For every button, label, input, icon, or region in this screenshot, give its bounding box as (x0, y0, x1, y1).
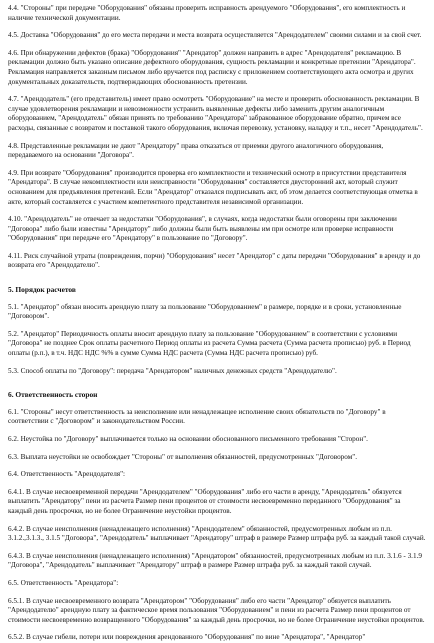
clause-paragraph: 6.4.2. В случае неисполнения (ненадлежащего исполнения) "Арендодателем" обязанностей, предусмотренных любым из п.п. 3.1.2.,3.1.3., 3.1.5 "Договора", "Арендодатель" выплачивает "Арендатору" штраф в размере Размер штрафа руб. за каждый такой случай. (8, 524, 426, 543)
section-heading: 6. Ответственность сторон (8, 390, 98, 400)
clause-paragraph: 4.10. "Арендодатель" не отвечает за недостатки "Оборудования", в случаях, когда недостатки были оговорены при заключении "Договора" либо были известны "Арендатору" либо должны были быть выявлены им при осмотре или проверке исправности "Оборудования" при передаче его "Арендатору" в пользование по "Договору". (8, 215, 397, 243)
clause-paragraph: 6.1. "Стороны" несут ответственность за неисполнение или ненадлежащее исполнение своих обязательств по "Договору" в соответствии с "Договором" и законодательством России. (8, 407, 386, 426)
clause-paragraph: 6.5.2. В случае гибели, потери или повреждения арендованного "Оборудования" по вине "Арендатора", "Арендатор" (8, 633, 366, 642)
clause-paragraph: 6.4. Ответственность "Арендодателя": (8, 470, 126, 479)
clause-paragraph: 6.4.3. В случае неисполнения (ненадлежащего исполнения) "Арендатором" обязанностей, предусмотренных любым из п.п. 3.1.6 - 3.1.9 "Договора", "Арендодатель" выплачивает "Арендатору" штраф в размере Размер штрафа руб. за каждый такой случай. (8, 551, 422, 570)
clause-paragraph: 4.6. При обнаружении дефектов (брака) "Оборудования" "Арендатор" должен направить в адрес "Арендодателя" рекламацию. В рекламации должно быть указано описание дефектного оборудования, сущность рекламации и конкретные претензии "Арендатора". Рекламация направляется заказным письмом либо вручается под расписку с приложением соответствующего акта осмотра и других документальных доказательств, подтверждающих обоснованность претензии. (8, 48, 416, 86)
clause-paragraph: 6.4.1. В случае несвоевременной передачи "Арендодателем" "Оборудования" либо его части в аренду, "Арендодатель" обязуется выплатить "Арендатору" пени из расчета Размер пени процентов от стоимости несвоевременно переданного "Оборудования" за каждый день просрочки, но не более Ограничение неустойки процентов. (8, 487, 402, 515)
clause-paragraph: 6.2. Неустойка по "Договору" выплачивается только на основании обоснованного письменного требования "Сторон". (8, 435, 368, 443)
clause-paragraph: 5.3. Способ оплаты по "Договору": передача "Арендатором" наличных денежных средств "Арендодателю". (8, 366, 337, 375)
section-heading: 5. Порядок расчетов (8, 285, 76, 295)
clause-paragraph: 4.5. Доставка "Оборудования" до его места передачи и места возврата осуществляется "Арендодателем" своими силами и за свой счет. (8, 31, 422, 40)
clause-paragraph: 6.5. Ответственность "Арендатора": (8, 578, 119, 587)
clause-paragraph: 4.4. "Стороны" при передаче "Оборудования" обязаны проверить исправность арендуемого "Оборудования", его комплектность и наличие технической документации. (8, 4, 406, 22)
clause-paragraph: 6.5.1. В случае несвоевременного возврата "Арендатором" "Оборудования" либо его части "Арендатор" обязуется выплатить "Арендодателю" арендную плату за фактическое время пользования "Оборудованием" и пени из расчета Размер пени процентов от стоимости несвоевременно возвращенного "Оборудования" за каждый день просрочки, но не более Ограничение неустойки процентов. (8, 596, 425, 624)
clause-paragraph: 5.1. "Арендатор" обязан вносить арендную плату за пользование "Оборудованием" в размере, порядке и в сроки, установленные "Договором". (8, 302, 402, 321)
clause-paragraph: 4.9. При возврате "Оборудования" производится проверка его комплектности и технический осмотр в присутствии представителя "Арендатора". В случае некомплектности или неисправности "Оборудования" составляется двусторонний акт, который служит основанием для предъявления претензий. Если "Арендатор" отказался подписывать акт, об этом делается соответствующая отметка в акте, который составляется с участием компетентного представителя независимой организации. (8, 168, 418, 206)
clause-paragraph: 4.7. "Арендодатель" (его представитель) имеет право осмотреть "Оборудование" на месте и проверить обоснованность рекламации. В случае удовлетворения рекламации и невозможности устранить выявленные дефекты либо заменить другим аналогичным оборудованием, "Арендодатель" обязан принять по требованию "Арендатора" забракованное оборудование обратно, причем все расходы, связанные с возвратом и поставкой такого оборудования, включая перевозку, установку, наладку и т.п., несет "Арендодатель". (8, 95, 423, 132)
clause-paragraph: 6.3. Выплата неустойки не освобождает "Стороны" от выполнения обязанностей, предусмотренных "Договором". (8, 452, 357, 461)
clause-paragraph: 4.8. Представленные рекламации не дают "Арендатору" права отказаться от приемки другого аналогичного оборудования, передаваемого на основании "Договора". (8, 141, 384, 160)
clause-paragraph: 4.11. Риск случайной утраты (повреждения, порчи) "Оборудования" несет "Арендатор" с даты передачи "Оборудования" в аренду и до возврата его "Арендодателю". (8, 251, 421, 270)
clause-paragraph: 5.2. "Арендатор" Периодичность оплаты вносит арендную плату за пользование "Оборудованием" в соответствии с условиями "Договора" не позднее Срок оплаты расчетного Период оплаты из расчета Сумма расчета (Сумма расчета прописью) руб. в Период оплаты (р.п.), в т.ч. НДС НДС %% в сумме Сумма НДС расчета (Сумма НДС расчета прописью) руб. (8, 329, 411, 358)
